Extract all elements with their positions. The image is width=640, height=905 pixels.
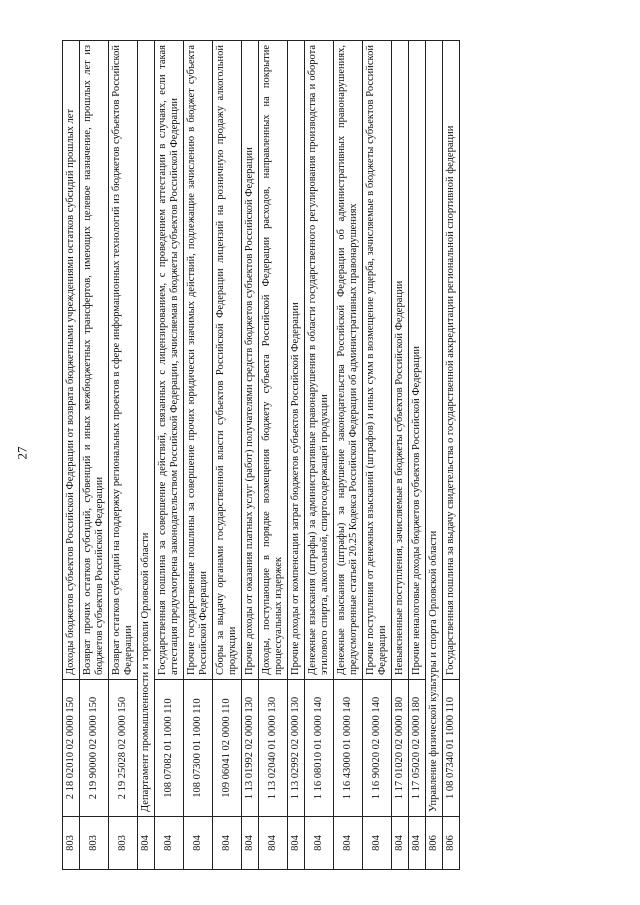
table-row bbox=[184, 41, 213, 870]
admin-code-cell: 803 bbox=[109, 817, 138, 870]
budget-classification-code-cell: 2 19 25028 02 0000 150 bbox=[109, 680, 138, 817]
admin-code-cell: 804 bbox=[259, 817, 288, 870]
admin-code-cell: 804 bbox=[138, 817, 155, 870]
admin-code-cell: 804 bbox=[288, 817, 305, 870]
budget-classification-code-cell: 1 13 02040 01 0000 130 bbox=[259, 680, 288, 817]
table-row bbox=[288, 41, 305, 870]
revenue-name-cell: Доходы, поступающие в порядке возмещения бюджету субъекта Российской Федерации расходов, направленных на покрытие процессуальных издержек bbox=[259, 41, 288, 680]
revenue-name-cell: Возврат остатков субсидий на поддержку региональных проектов в сфере информационных технологий из бюджетов субъектов Российской Федерации bbox=[109, 41, 138, 680]
admin-code-cell: 804 bbox=[213, 817, 242, 870]
revenue-name-cell: Прочие государственные пошлины за совершение прочих юридически значимых действий, подлежащие зачислению в бюджет субъекта Российской Федерации bbox=[184, 41, 213, 680]
admin-code-cell: 804 bbox=[242, 817, 259, 870]
table-row bbox=[213, 41, 242, 870]
table-row bbox=[443, 41, 460, 870]
budget-classification-code-cell: 2 18 02010 02 0000 150 bbox=[63, 680, 80, 817]
budget-classification-code-cell: 1 16 90020 02 0000 140 bbox=[363, 680, 392, 817]
admin-code-cell: 803 bbox=[80, 817, 109, 870]
budget-classification-code-cell: 108 07082 01 1000 110 bbox=[155, 680, 184, 817]
table-row bbox=[259, 41, 288, 870]
revenue-name-cell: Государственная пошлина за выдачу свидетельства о государственной аккредитации региональной спортивной федерации bbox=[443, 41, 460, 680]
table-row bbox=[305, 41, 334, 870]
revenue-name-cell: Возврат прочих остатков субсидий, субвенций и иных межбюджетных трансфертов, имеющих целевое назначение, прошлых лет из бюджетов субъектов Российской Федерации bbox=[80, 41, 109, 680]
revenue-name-cell: Денежные взыскания (штрафы) за нарушение законодательства Российской Федерации об административных правонарушениях, предусмотренные статьей 20.25 Кодекса Российской Федерации об административных правонарушениях bbox=[334, 41, 363, 680]
table-row bbox=[138, 41, 155, 870]
admin-code-cell: 804 bbox=[155, 817, 184, 870]
table-row bbox=[392, 41, 409, 870]
budget-classification-code-cell: 1 17 05020 02 0000 180 bbox=[409, 680, 426, 817]
budget-classification-code-cell: 1 08 07340 01 1000 110 bbox=[443, 680, 460, 817]
admin-code-cell: 804 bbox=[184, 817, 213, 870]
budget-classification-code-cell: 108 07300 01 1000 110 bbox=[184, 680, 213, 817]
admin-code-cell: 806 bbox=[443, 817, 460, 870]
table-row bbox=[242, 41, 259, 870]
table-row bbox=[334, 41, 363, 870]
revenue-name-cell: Прочие доходы от оказания платных услуг (работ) получателями средств бюджетов субъектов Российской Федерации bbox=[242, 41, 259, 680]
revenue-code-table-sheet bbox=[62, 40, 532, 870]
table-row bbox=[155, 41, 184, 870]
admin-code-cell: 804 bbox=[334, 817, 363, 870]
budget-classification-code-cell: 109 06041 02 0000 110 bbox=[213, 680, 242, 817]
table-row bbox=[409, 41, 426, 870]
admin-code-cell: 804 bbox=[363, 817, 392, 870]
table-row bbox=[63, 41, 80, 870]
table-row bbox=[363, 41, 392, 870]
revenue-name-cell: Доходы бюджетов субъектов Российской Федерации от возврата бюджетными учреждениями остатков субсидий прошлых лет bbox=[63, 41, 80, 680]
revenue-name-cell: Государственная пошлина за совершение действий, связанных с лицензированием, с проведением аттестации в случаях, если такая аттестация предусмотрена законодательством Российской Федерации, зачисляемая в бюджеты субъектов Российской Федерации bbox=[155, 41, 184, 680]
revenue-name-cell: Сборы за выдачу органами государственной власти субъектов Российской Федерации лицензий на розничную продажу алкогольной продукции bbox=[213, 41, 242, 680]
revenue-name-cell: Прочие доходы от компенсации затрат бюджетов субъектов Российской Федерации bbox=[288, 41, 305, 680]
admin-code-cell: 806 bbox=[426, 817, 443, 870]
table-row bbox=[426, 41, 443, 870]
department-heading-cell: Департамент промышленности и торговли Орловской области bbox=[138, 41, 155, 817]
budget-classification-code-cell: 1 13 02992 02 0000 130 bbox=[288, 680, 305, 817]
budget-classification-code-cell: 1 17 01020 02 0000 180 bbox=[392, 680, 409, 817]
revenue-name-cell: Невыясненные поступления, зачисляемые в бюджеты субъектов Российской Федерации bbox=[392, 41, 409, 680]
table-row bbox=[80, 41, 109, 870]
revenue-code-table bbox=[62, 40, 460, 870]
budget-classification-code-cell: 2 19 90000 02 0000 150 bbox=[80, 680, 109, 817]
admin-code-cell: 804 bbox=[392, 817, 409, 870]
budget-classification-code-cell: 1 13 01992 02 0000 130 bbox=[242, 680, 259, 817]
admin-code-cell: 804 bbox=[305, 817, 334, 870]
revenue-name-cell: Денежные взыскания (штрафы) за административные правонарушения в области государственного регулирования производства и оборота этилового спирта, алкогольной, спиртосодержащей продукции bbox=[305, 41, 334, 680]
admin-code-cell: 803 bbox=[63, 817, 80, 870]
budget-classification-code-cell: 1 16 43000 01 0000 140 bbox=[334, 680, 363, 817]
admin-code-cell: 804 bbox=[409, 817, 426, 870]
budget-classification-code-cell: 1 16 08010 01 0000 140 bbox=[305, 680, 334, 817]
page-number: 27 bbox=[14, 446, 30, 460]
department-heading-cell: Управление физической культуры и спорта Орловской области bbox=[426, 41, 443, 817]
revenue-name-cell: Прочие неналоговые доходы бюджетов субъектов Российской Федерации bbox=[409, 41, 426, 680]
revenue-name-cell: Прочие поступления от денежных взысканий (штрафов) и иных сумм в возмещение ущерба, зачисляемые в бюджеты субъектов Российской Федерации bbox=[363, 41, 392, 680]
table-row bbox=[109, 41, 138, 870]
